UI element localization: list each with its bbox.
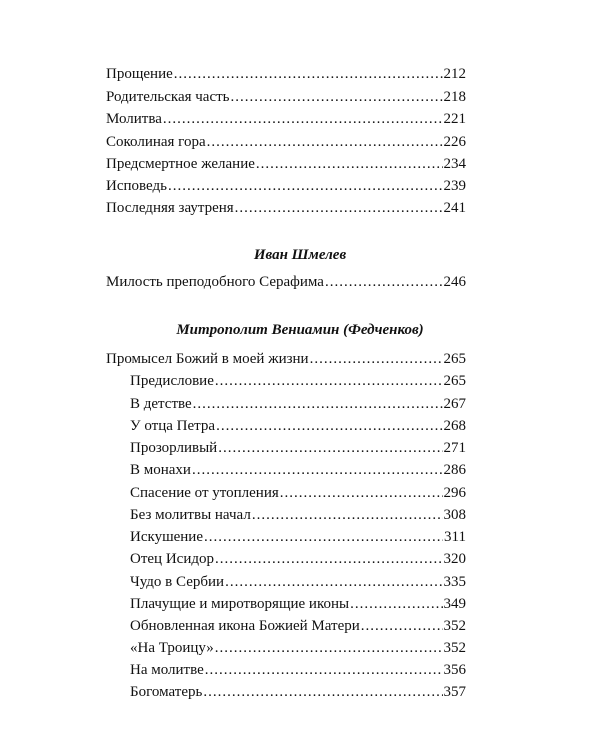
dot-leader (216, 416, 442, 436)
toc-subentry (130, 505, 466, 525)
dot-leader (231, 87, 443, 107)
toc-subentry (130, 616, 466, 636)
toc-entry-page: 352 (443, 640, 466, 656)
author-heading: Иван Шмелев (253, 247, 347, 263)
dot-leader (192, 460, 443, 480)
toc-subentry (130, 371, 466, 391)
toc-entry-page: 308 (443, 507, 466, 523)
toc-entry-page: 265 (443, 351, 466, 367)
toc-entry (106, 64, 466, 84)
toc-entry-page: 311 (444, 529, 466, 545)
toc-entry-title: Без молитвы начал (130, 507, 251, 523)
toc-entry-title: Исповедь (106, 178, 167, 194)
dot-leader (163, 109, 443, 129)
dot-leader (205, 660, 443, 680)
toc-main-entry (106, 349, 466, 369)
dot-leader (218, 438, 442, 458)
toc-entry-title: Предсмертное желание (106, 156, 255, 172)
dot-leader (252, 505, 443, 525)
toc-entry (106, 176, 466, 196)
toc-entry-page: 246 (443, 274, 466, 290)
toc-entry-title: Прощение (106, 66, 173, 82)
toc-entry-title: Искушение (130, 529, 203, 545)
dot-leader (256, 154, 443, 174)
toc-entry-page: 286 (443, 462, 466, 478)
toc-entry-title: «На Троицу» (130, 640, 214, 656)
toc-entry-title: Последняя заутреня (106, 200, 234, 216)
toc-subentry (130, 638, 466, 658)
toc-entry-page: 239 (443, 178, 466, 194)
toc-entry-page: 356 (443, 662, 466, 678)
toc-entry (106, 272, 466, 292)
toc-subentry (130, 483, 466, 503)
toc-entry-page: 268 (443, 418, 466, 434)
toc-entry-title: Родительская часть (106, 89, 230, 105)
toc-subentry (130, 660, 466, 680)
dot-leader (235, 198, 443, 218)
toc-entry-title: На молитве (130, 662, 204, 678)
author-heading: Митрополит Вениамин (Федченков) (176, 322, 424, 338)
toc-subentry (130, 438, 466, 458)
toc-entry-page: 226 (443, 134, 466, 150)
toc-subentry (130, 460, 466, 480)
toc-entry-page: 271 (443, 440, 466, 456)
dot-leader (203, 682, 442, 702)
toc-entry-title: Отец Исидор (130, 551, 214, 567)
dot-leader (207, 132, 443, 152)
toc-entry-title: Обновленная икона Божией Матери (130, 618, 360, 634)
dot-leader (204, 527, 443, 547)
toc-subentry (130, 416, 466, 436)
toc-entry-page: 296 (443, 485, 466, 501)
toc-entry-page: 221 (443, 111, 466, 127)
toc-subentry (130, 572, 466, 592)
dot-leader (225, 572, 442, 592)
toc-subentry (130, 549, 466, 569)
toc-entry-page: 241 (443, 200, 466, 216)
toc-entry-page: 349 (443, 596, 466, 612)
dot-leader (310, 349, 443, 369)
toc-entry-title: У отца Петра (130, 418, 216, 434)
toc-subentry (130, 682, 466, 702)
toc-entry (106, 198, 466, 218)
dot-leader (280, 483, 443, 503)
toc-entry-title: Прозорливый (130, 440, 218, 456)
dot-leader (350, 594, 442, 614)
dot-leader (361, 616, 443, 636)
toc-entry-title: Чудо в Сербии (130, 574, 225, 590)
toc-entry-title: Богоматерь (130, 684, 203, 700)
dot-leader (215, 638, 443, 658)
toc-entry-title: В монахи (130, 462, 191, 478)
dot-leader (325, 272, 443, 292)
toc-entry (106, 109, 466, 129)
toc-entry-title: Милость преподобного Серафима (106, 274, 324, 290)
dot-leader (215, 549, 443, 569)
dot-leader (193, 394, 443, 414)
toc-entry-page: 218 (443, 89, 466, 105)
toc-entry-page: 335 (443, 574, 466, 590)
dot-leader (168, 176, 443, 196)
toc-entry-title: Молитва (106, 111, 162, 127)
toc-entry-page: 320 (443, 551, 466, 567)
toc-entry-page: 357 (443, 684, 466, 700)
toc-entry-title: Спасение от утопления (130, 485, 279, 501)
toc-subentry (130, 527, 466, 547)
toc-entry-title: Соколиная гора (106, 134, 206, 150)
toc-entry-title: В детстве (130, 396, 192, 412)
dot-leader (174, 64, 443, 84)
toc-entry-title: Промысел Божий в моей жизни (106, 351, 309, 367)
toc-entry-page: 212 (443, 66, 466, 82)
toc-entry-page: 267 (443, 396, 466, 412)
toc-entry-page: 265 (443, 373, 466, 389)
toc-entry-page: 234 (443, 156, 466, 172)
toc-entry (106, 132, 466, 152)
toc-entry-page: 352 (443, 618, 466, 634)
toc-entry (106, 154, 466, 174)
toc-entry-title: Предисловие (130, 373, 214, 389)
toc-subentry (130, 594, 466, 614)
toc-subentry (130, 394, 466, 414)
dot-leader (215, 371, 443, 391)
toc-entry-title: Плачущие и миротворящие иконы (130, 596, 350, 612)
toc-entry (106, 87, 466, 107)
